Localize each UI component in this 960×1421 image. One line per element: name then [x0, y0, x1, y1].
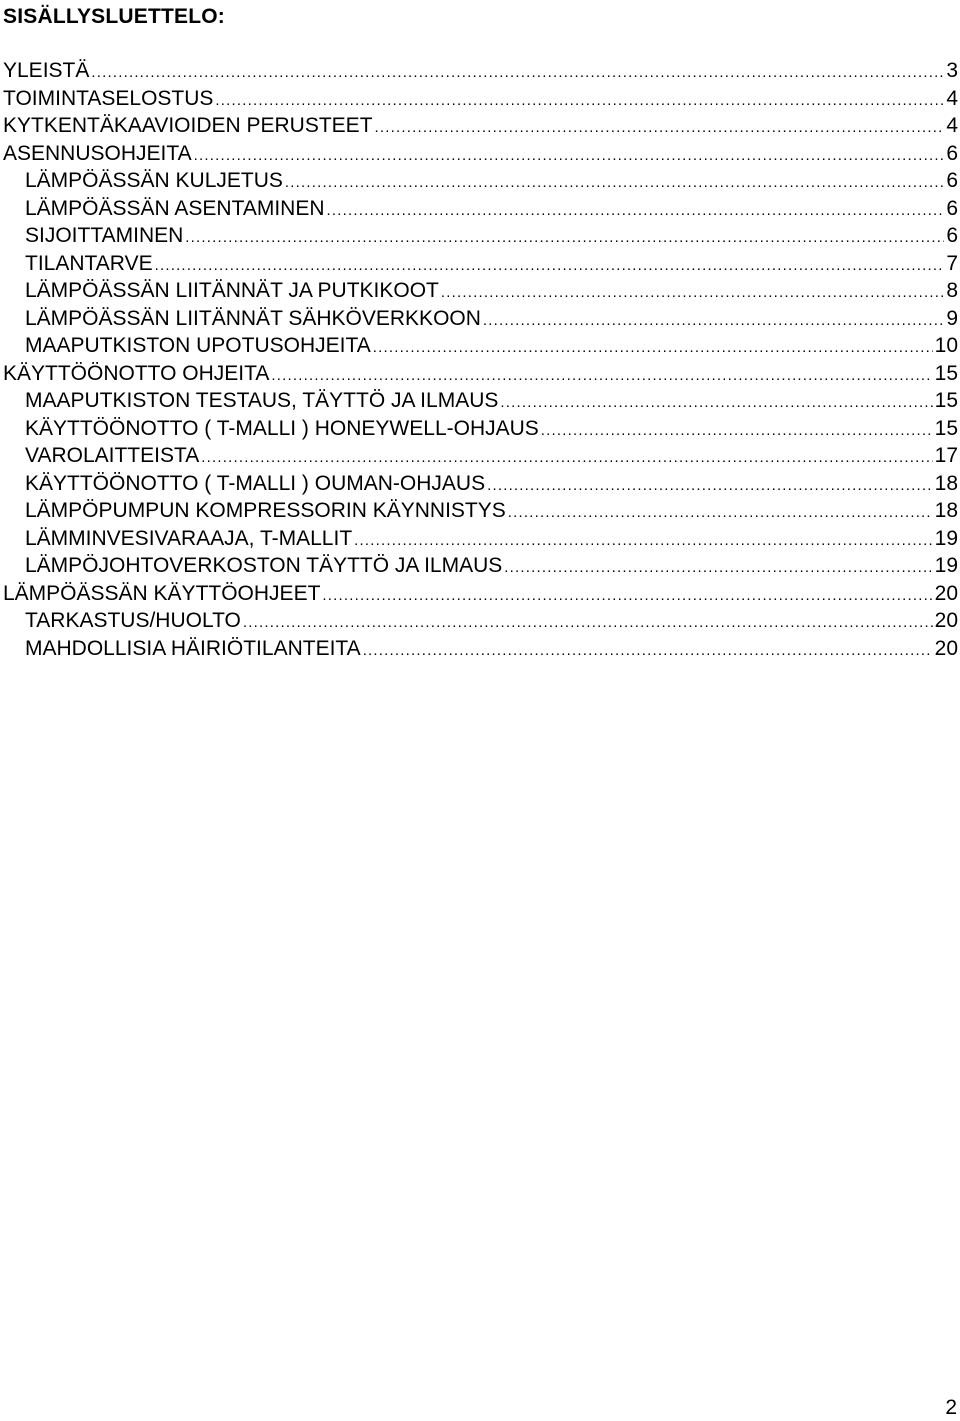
- toc-dot-leader: [375, 114, 945, 142]
- toc-entry-page: 18: [934, 499, 958, 522]
- toc-entry: [0, 112, 958, 140]
- toc-entry: [0, 552, 958, 580]
- toc-dot-leader: [483, 307, 944, 335]
- table-of-contents: [0, 57, 958, 662]
- toc-dot-leader: [243, 609, 933, 637]
- toc-entry: [0, 140, 958, 168]
- toc-entry-label: LÄMMINVESIVARAAJA, T-MALLIT: [25, 526, 353, 550]
- toc-entry: [0, 525, 958, 553]
- toc-entry-page: 19: [934, 526, 958, 550]
- toc-entry: [0, 332, 958, 360]
- toc-entry-label: KÄYTTÖÖNOTTO ( T-MALLI ) HONEYWELL-OHJAUS: [25, 416, 539, 440]
- toc-entry-page: 6: [946, 224, 958, 247]
- toc-entry-page: 3: [946, 59, 958, 82]
- toc-entry-page: 10: [934, 334, 958, 357]
- toc-entry: [0, 167, 958, 195]
- toc-entry-label: MAAPUTKISTON UPOTUSOHJEITA: [25, 334, 371, 357]
- toc-entry: [0, 195, 958, 223]
- toc-entry-label: SIJOITTAMINEN: [25, 224, 184, 247]
- toc-entry-label: LÄMPÖJOHTOVERKOSTON TÄYTTÖ JA ILMAUS: [25, 554, 503, 577]
- toc-dot-leader: [215, 87, 944, 115]
- toc-dot-leader: [441, 279, 944, 307]
- toc-entry: [0, 57, 958, 85]
- toc-dot-leader: [363, 637, 933, 665]
- toc-entry-label: KÄYTTÖÖNOTTO ( T-MALLI ) OUMAN-OHJAUS: [25, 471, 486, 495]
- toc-entry-page: 20: [934, 636, 958, 660]
- toc-dot-leader: [541, 417, 933, 445]
- toc-entry-label: KYTKENTÄKAAVIOIDEN PERUSTEET: [3, 114, 373, 137]
- toc-entry: [0, 470, 958, 498]
- toc-entry-label: MAHDOLLISIA HÄIRIÖTILANTEITA: [25, 636, 361, 660]
- toc-dot-leader: [327, 197, 945, 225]
- toc-entry-page: 4: [946, 86, 958, 110]
- toc-entry-page: 20: [934, 609, 958, 632]
- toc-entry-page: 15: [934, 416, 958, 440]
- toc-entry-label: LÄMPÖÄSSÄN ASENTAMINEN: [25, 196, 325, 220]
- toc-entry-label: MAAPUTKISTON TESTAUS, TÄYTTÖ JA ILMAUS: [25, 389, 499, 412]
- toc-dot-leader: [487, 472, 933, 500]
- toc-entry-page: 8: [946, 279, 958, 302]
- toc-dot-leader: [322, 582, 932, 610]
- toc-entry: [0, 360, 958, 388]
- toc-dot-leader: [354, 527, 933, 555]
- toc-dot-leader: [271, 362, 932, 390]
- toc-dot-leader: [508, 499, 933, 527]
- toc-entry: [0, 85, 958, 113]
- toc-entry-page: 19: [934, 554, 958, 577]
- toc-entry-page: 6: [946, 141, 958, 165]
- toc-entry: [0, 415, 958, 443]
- toc-dot-leader: [185, 224, 944, 252]
- toc-entry-label: VAROLAITTEISTA: [25, 444, 200, 467]
- toc-entry: [0, 580, 958, 608]
- toc-entry: [0, 442, 958, 470]
- toc-entry: [0, 250, 958, 278]
- toc-dot-leader: [373, 334, 933, 362]
- toc-entry-page: 15: [934, 389, 958, 412]
- toc-entry-page: 17: [934, 444, 958, 467]
- toc-entry-page: 7: [946, 251, 958, 275]
- toc-entry-label: KÄYTTÖÖNOTTO OHJEITA: [3, 361, 270, 385]
- toc-entry: [0, 222, 958, 250]
- toc-entry-label: LÄMPÖÄSSÄN KULJETUS: [25, 169, 283, 192]
- toc-entry-label: LÄMPÖPUMPUN KOMPRESSORIN KÄYNNISTYS: [25, 499, 506, 522]
- page-number: 2: [945, 1396, 957, 1419]
- toc-entry-page: 15: [934, 361, 958, 385]
- toc-dot-leader: [91, 59, 944, 87]
- toc-entry-label: LÄMPÖÄSSÄN LIITÄNNÄT SÄHKÖVERKKOON: [25, 306, 481, 330]
- toc-entry-page: 9: [946, 306, 958, 330]
- toc-entry-label: LÄMPÖÄSSÄN LIITÄNNÄT JA PUTKIKOOT: [25, 279, 439, 302]
- toc-entry: [0, 277, 958, 305]
- toc-entry-page: 20: [934, 581, 958, 605]
- toc-entry-page: 6: [946, 196, 958, 220]
- toc-dot-leader: [500, 389, 932, 417]
- toc-entry-label: ASENNUSOHJEITA: [3, 141, 192, 165]
- toc-entry-label: YLEISTÄ: [3, 59, 90, 82]
- toc-dot-leader: [504, 554, 932, 582]
- toc-entry: [0, 305, 958, 333]
- toc-entry-page: 6: [946, 169, 958, 192]
- toc-dot-leader: [155, 252, 945, 280]
- toc-entry-label: TARKASTUS/HUOLTO: [25, 609, 241, 632]
- toc-entry-page: 4: [946, 114, 958, 137]
- toc-entry: [0, 497, 958, 525]
- toc-dot-leader: [194, 142, 945, 170]
- toc-entry: [0, 635, 958, 663]
- toc-entry-label: LÄMPÖÄSSÄN KÄYTTÖOHJEET: [3, 581, 321, 605]
- toc-entry: [0, 387, 958, 415]
- toc-entry-label: TILANTARVE: [25, 251, 153, 275]
- toc-entry: [0, 607, 958, 635]
- toc-dot-leader: [285, 169, 944, 197]
- page-title: SISÄLLYSLUETTELO:: [3, 5, 225, 28]
- toc-entry-page: 18: [934, 471, 958, 495]
- toc-dot-leader: [201, 444, 932, 472]
- toc-entry-label: TOIMINTASELOSTUS: [3, 86, 214, 110]
